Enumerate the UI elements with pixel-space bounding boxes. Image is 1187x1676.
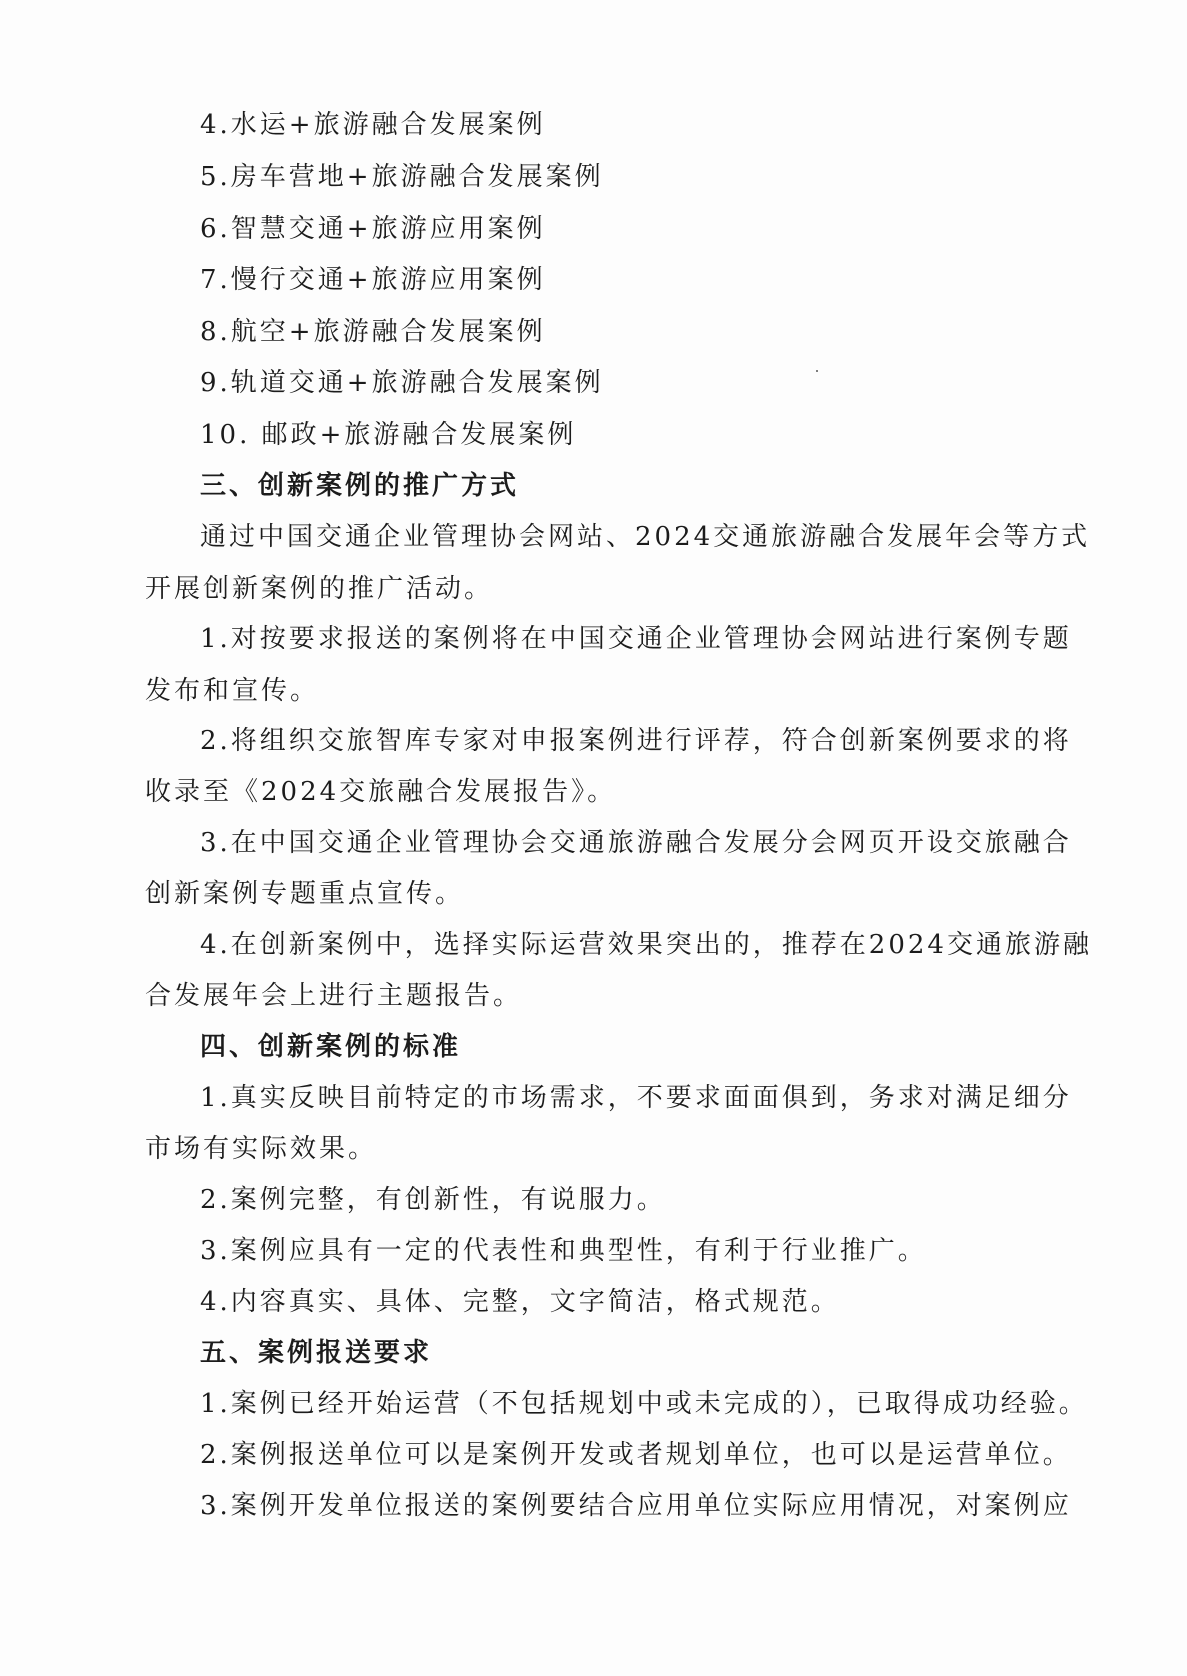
paragraph-line: 1.对按要求报送的案例将在中国交通企业管理协会网站进行案例专题 bbox=[200, 624, 1072, 654]
paragraph-line: 3.案例开发单位报送的案例要结合应用单位实际应用情况，对案例应 bbox=[200, 1491, 1072, 1521]
list-item-10: 10. 邮政+旅游融合发展案例 bbox=[200, 420, 577, 450]
paragraph-line: 2.案例完整，有创新性，有说服力。 bbox=[200, 1185, 666, 1215]
list-item-7: 7.慢行交通+旅游应用案例 bbox=[200, 265, 546, 295]
paragraph-line: 2.将组织交旅智库专家对申报案例进行评荐，符合创新案例要求的将 bbox=[200, 726, 1072, 756]
section-heading-3: 三、创新案例的推广方式 bbox=[200, 471, 520, 501]
list-item-9: 9.轨道交通+旅游融合发展案例 bbox=[200, 368, 604, 398]
paragraph-line: 3.在中国交通企业管理协会交通旅游融合发展分会网页开设交旅融合 bbox=[200, 828, 1072, 858]
list-item-5: 5.房车营地+旅游融合发展案例 bbox=[200, 162, 604, 192]
paragraph-line: 1.真实反映目前特定的市场需求，不要求面面俱到，务求对满足细分 bbox=[200, 1083, 1072, 1113]
paragraph-line: 1.案例已经开始运营（不包括规划中或未完成的），已取得成功经验。 bbox=[200, 1389, 1088, 1419]
section-heading-5: 五、案例报送要求 bbox=[200, 1338, 433, 1368]
paragraph-line: 市场有实际效果。 bbox=[145, 1134, 378, 1164]
list-item-8: 8.航空+旅游融合发展案例 bbox=[200, 317, 546, 347]
paragraph-line: 合发展年会上进行主题报告。 bbox=[145, 981, 523, 1011]
paragraph-line: 4.内容真实、具体、完整，文字简洁，格式规范。 bbox=[200, 1287, 840, 1317]
list-item-6: 6.智慧交通+旅游应用案例 bbox=[200, 214, 546, 244]
paragraph-line: 4.在创新案例中，选择实际运营效果突出的，推荐在2024交通旅游融 bbox=[200, 930, 1092, 960]
paragraph-line: 通过中国交通企业管理协会网站、2024交通旅游融合发展年会等方式 bbox=[200, 522, 1091, 552]
paragraph-line: 2.案例报送单位可以是案例开发或者规划单位，也可以是运营单位。 bbox=[200, 1440, 1072, 1470]
list-item-4: 4.水运+旅游融合发展案例 bbox=[200, 110, 546, 140]
paragraph-line: 开展创新案例的推广活动。 bbox=[145, 574, 494, 604]
paragraph-line: 3.案例应具有一定的代表性和典型性，有利于行业推广。 bbox=[200, 1236, 927, 1266]
paragraph-line: 发布和宣传。 bbox=[145, 676, 320, 706]
paragraph-line: 收录至《2024交旅融合发展报告》。 bbox=[145, 777, 617, 807]
scan-speck bbox=[816, 370, 818, 372]
paragraph-line: 创新案例专题重点宣传。 bbox=[145, 879, 465, 909]
section-heading-4: 四、创新案例的标准 bbox=[200, 1032, 462, 1062]
